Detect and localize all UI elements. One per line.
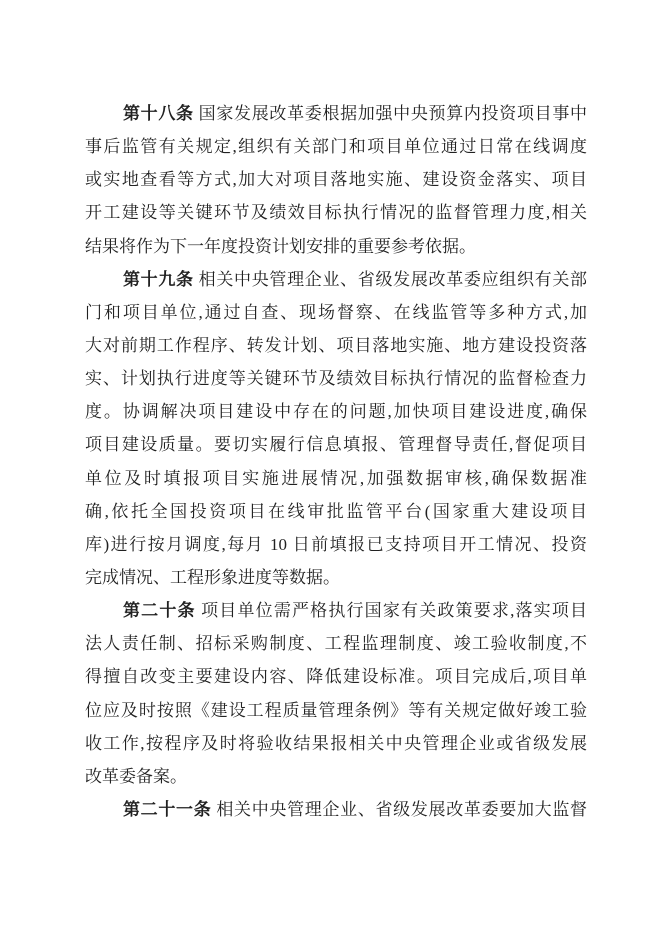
paragraph-line [85, 627, 587, 660]
document-text [85, 97, 587, 826]
line-text: 度。协调解决项目建设中存在的问题,加快项目建设进度,确保 [85, 402, 587, 422]
line-text: 确,依托全国投资项目在线审批监管平台(国家重大建设项目 [85, 501, 587, 521]
paragraph-line [85, 694, 587, 727]
paragraph-line [85, 428, 587, 461]
line-text: 大对前期工作程序、转发计划、项目落地实施、地方建设投资落 [85, 335, 587, 355]
line-text: 或实地查看等方式,加大对项目落地实施、建设资金落实、项目 [85, 170, 587, 190]
line-text: 开工建设等关键环节及绩效目标执行情况的监督管理力度,相关 [85, 203, 587, 223]
paragraph-line [85, 97, 587, 130]
line-text: 位应及时按照《建设工程质量管理条例》等有关规定做好竣工验 [85, 700, 587, 720]
line-text: 完成情况、工程形象进度等数据。 [85, 567, 340, 587]
line-text: 项目单位需严格执行国家有关政策要求,落实项目 [195, 601, 587, 621]
line-text: 国家发展改革委根据加强中央预算内投资项目事中 [193, 104, 587, 123]
article-number-20: 第二十条 [123, 601, 196, 621]
line-text: 实、计划执行进度等关键环节及绩效目标执行情况的监督检查力 [85, 369, 587, 389]
paragraph-line [85, 660, 587, 693]
line-text: 相关中央管理企业、省级发展改革委应组织有关部 [193, 269, 587, 289]
line-text: 单位及时填报项目实施进展情况,加强数据审核,确保数据准 [85, 468, 587, 488]
paragraph-line [85, 230, 587, 263]
paragraph-line [85, 130, 587, 163]
line-text: 法人责任制、招标采购制度、工程监理制度、竣工验收制度,不 [85, 634, 587, 654]
paragraph-line [85, 760, 587, 793]
paragraph-line [85, 263, 587, 296]
line-text: 得擅自改变主要建设内容、降低建设标准。项目完成后,项目单 [85, 667, 587, 687]
paragraph-line [85, 329, 587, 362]
paragraph-line [85, 462, 587, 495]
paragraph-line [85, 495, 587, 528]
line-text: 门和项目单位,通过自查、现场督察、在线监管等多种方式,加 [85, 302, 587, 322]
paragraph-line [85, 362, 587, 395]
line-text: 相关中央管理企业、省级发展改革委要加大监督 [211, 799, 587, 819]
paragraph-line [85, 727, 587, 760]
article-number-18: 第十八条 [123, 104, 194, 123]
article-number-21: 第二十一条 [123, 799, 212, 819]
line-text: 改革委备案。 [85, 766, 187, 786]
paragraph-line [85, 163, 587, 196]
paragraph-line [85, 561, 587, 594]
line-text: 收工作,按程序及时将验收结果报相关中央管理企业或省级发展 [85, 733, 587, 753]
paragraph-line [85, 296, 587, 329]
paragraph-line [85, 196, 587, 229]
line-text: 事后监管有关规定,组织有关部门和项目单位通过日常在线调度 [85, 137, 587, 157]
paragraph-line [85, 528, 587, 561]
line-text: 结果将作为下一年度投资计划安排的重要参考依据。 [85, 236, 476, 256]
paragraph-line [85, 594, 587, 627]
line-text: 库)进行按月调度,每月 10 日前填报已支持项目开工情况、投资 [85, 534, 587, 554]
paragraph-line [85, 793, 587, 826]
paragraph-line [85, 395, 587, 428]
article-number-19: 第十九条 [123, 269, 194, 289]
line-text: 项目建设质量。要切实履行信息填报、管理督导责任,督促项目 [85, 435, 587, 455]
